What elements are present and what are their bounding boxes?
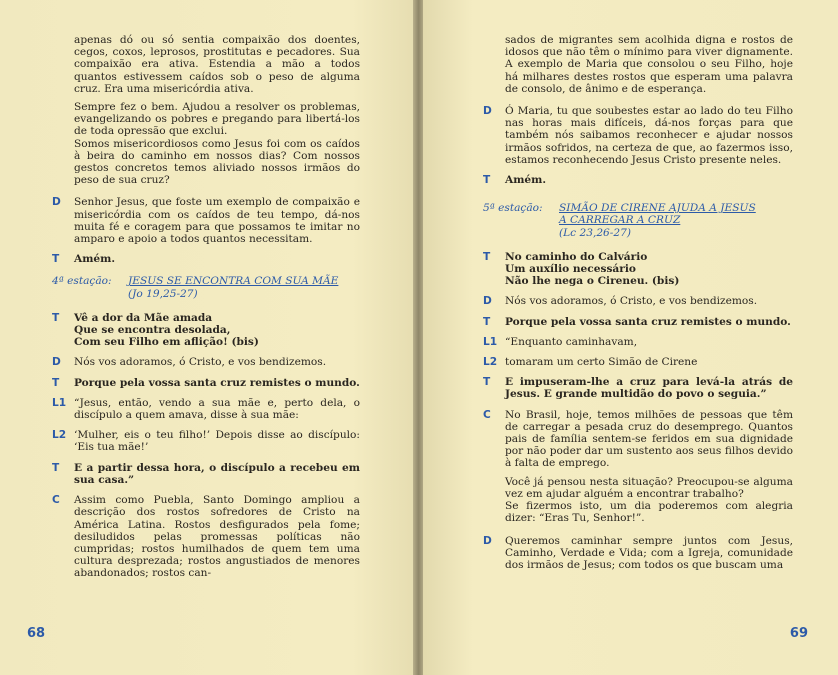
adoration-line: Nós vos adoramos, ó Cristo, e vos bendizemos. (505, 295, 758, 308)
response-amen: Amém. (505, 174, 547, 187)
hymn-block (52, 312, 360, 349)
station-title (128, 275, 338, 299)
response-block (52, 462, 360, 486)
reading-text: “Enquanto caminhavam, (505, 335, 638, 348)
dirigente-prayer: Queremos caminhar sempre juntos com Jesus, Caminho, Verdade e Vida; com a Igreja, comunidade dos irmãos de Jesus; com todos os que buscam uma (505, 534, 793, 571)
right-page-content (483, 34, 793, 579)
speaker-tag: T (52, 376, 60, 389)
response-block (52, 377, 360, 389)
speaker-tag: T (52, 253, 60, 266)
station-label: 5ª estação: (483, 202, 543, 215)
commentary-text: Assim como Puebla, Santo Domingo ampliou a descrição dos rostos sofredores de Cristo na América Latina. Rostos desfigurados pela fome; desiludidos pelas promessas políticas não cumpridas; rostos humilhados de quem tem uma cultura desprezada; rostos angustiados de menores abandonados; rostos can- (74, 494, 360, 580)
response-block (483, 376, 793, 400)
intro-paragraph: Somos misericordiosos como Jesus foi com os caídos à beira do caminho em nossos dias? Com nossos gestos concretos temos aliviado nossos irmãos do peso de sua cruz? (74, 137, 360, 187)
speaker-tag: T (52, 461, 60, 474)
speaker-tag: T (483, 174, 491, 187)
station-heading-5 (483, 202, 793, 239)
speaker-tag: D (483, 534, 492, 547)
response-line: E a partir dessa hora, o discípulo a recebeu em sua casa.” (74, 461, 360, 486)
dirigente-block (52, 196, 360, 245)
right-page (423, 0, 838, 675)
response-block (52, 253, 360, 265)
response-line: E impuseram-lhe a cruz para levá-la atrás de Jesus. E grande multidão do povo o seguia.” (505, 376, 793, 401)
commentary-block (52, 494, 360, 579)
speaker-tag: T (483, 376, 491, 389)
response-line: Porque pela vossa santa cruz remistes o mundo. (74, 376, 360, 389)
page-number: 69 (789, 626, 808, 641)
dirigente-block (483, 295, 793, 307)
speaker-tag: L1 (52, 396, 67, 409)
dirigente-prayer: Ó Maria, tu que soubestes estar ao lado do teu Filho nas horas mais difíceis, dá-nos forças para que também nós saibamos reconhecer e ajudar nossos irmãos sofridos, na certeza de que, ao fazermos isso, estamos reconhecendo Jesus Cristo presente neles. (505, 105, 793, 166)
speaker-tag: C (483, 408, 491, 421)
commentary-block (483, 409, 793, 470)
reading-text: “Jesus, então, vendo a sua mãe e, perto dela, o discípulo a quem amava, disse à sua mãe: (74, 396, 360, 422)
speaker-tag: L2 (52, 429, 67, 442)
intro-paragraph: Sempre fez o bem. Ajudou a resolver os problemas, evangelizando os pobres e pregando para libertá-los de toda opressão que exclui. (74, 101, 360, 138)
left-page-content (52, 34, 360, 588)
hymn-verse: No caminho do Calvário Um auxílio necessário Não lhe nega o Cireneu. (bis) (505, 250, 680, 288)
reading-text: ‘Mulher, eis o teu filho!’ Depois disse ao discípulo: ‘Eis tua mãe!’ (74, 429, 360, 454)
speaker-tag: D (52, 196, 61, 209)
speaker-tag: T (483, 315, 491, 328)
speaker-tag: T (483, 250, 491, 263)
dirigente-prayer: Senhor Jesus, que foste um exemplo de compaixão e misericórdia com os caídos de teu tempo, dá-nos muita fé e coragem para que possamos te imitar no amparo e apoio a todos quantos necessitam. (74, 196, 360, 246)
dirigente-block (483, 535, 793, 572)
page-number: 68 (27, 626, 46, 641)
station-title-line: JESUS SE ENCONTRA COM SUA MÃE (128, 275, 339, 288)
reader2-block (52, 429, 360, 453)
hymn-verse: Vê a dor da Mãe amada Que se encontra desolada, Com seu Filho em aflição! (bis) (74, 311, 259, 349)
left-page (0, 0, 414, 675)
speaker-tag: T (52, 311, 60, 324)
commentary-text: No Brasil, hoje, temos milhões de pessoas que têm de carregar a pesada cruz do desemprego. Quantos pais de família sentem-se feridos em sua dignidade por não poder dar um sustento aos seus filhos devido à falta de emprego. (505, 408, 793, 470)
response-block (483, 316, 793, 328)
speaker-tag: D (52, 356, 61, 369)
response-amen: Amém. (74, 253, 116, 266)
speaker-tag: D (483, 295, 492, 308)
response-line: Porque pela vossa santa cruz remistes o mundo. (505, 315, 791, 328)
hymn-block (483, 251, 793, 288)
station-title-line: SIMÃO DE CIRENE AJUDA A JESUS (559, 202, 756, 215)
commentary-question: Você já pensou nesta situação? Preocupou-se alguma vez em ajudar alguém a encontrar trabalho? (505, 475, 793, 500)
response-block (483, 174, 793, 186)
station-heading-4 (52, 275, 360, 299)
reading-text: tomaram um certo Simão de Cirene (505, 356, 698, 369)
speaker-tag: D (483, 105, 492, 118)
intro-paragraph: apenas dó ou só sentia compaixão dos doentes, cegos, coxos, leprosos, prostitutas e pecadores. Sua compaixão era ativa. Estendia a mão a todos quantos estivessem caídos sob o peso de alguma cruz. Era uma misericórdia ativa. (74, 34, 360, 95)
station-title-line: A CARREGAR A CRUZ (559, 214, 681, 227)
dirigente-block (52, 356, 360, 368)
intro-paragraph: sados de migrantes sem acolhida digna e rostos de idosos que não têm o mínimo para viver dignamente. A exemplo de Maria que consolou o seu Filho, hoje há milhares destes rostos que esperam uma palavra de consolo, de ânimo e de esperança. (505, 34, 793, 95)
speaker-tag: L1 (483, 335, 498, 348)
adoration-line: Nós vos adoramos, ó Cristo, e vos bendizemos. (74, 356, 327, 369)
reader1-block (52, 397, 360, 421)
commentary-paragraph: Se fizermos isto, um dia poderemos com alegria dizer: “Eras Tu, Senhor!”. (505, 500, 793, 525)
speaker-tag: L2 (483, 356, 498, 369)
station-reference: (Jo 19,25-27) (128, 287, 198, 300)
reader1-block (483, 336, 793, 348)
speaker-tag: C (52, 494, 60, 507)
station-title (559, 202, 756, 239)
dirigente-block (483, 105, 793, 166)
station-reference: (Lc 23,26-27) (559, 226, 631, 239)
reader2-block (483, 356, 793, 368)
station-label: 4ª estação: (52, 275, 112, 288)
